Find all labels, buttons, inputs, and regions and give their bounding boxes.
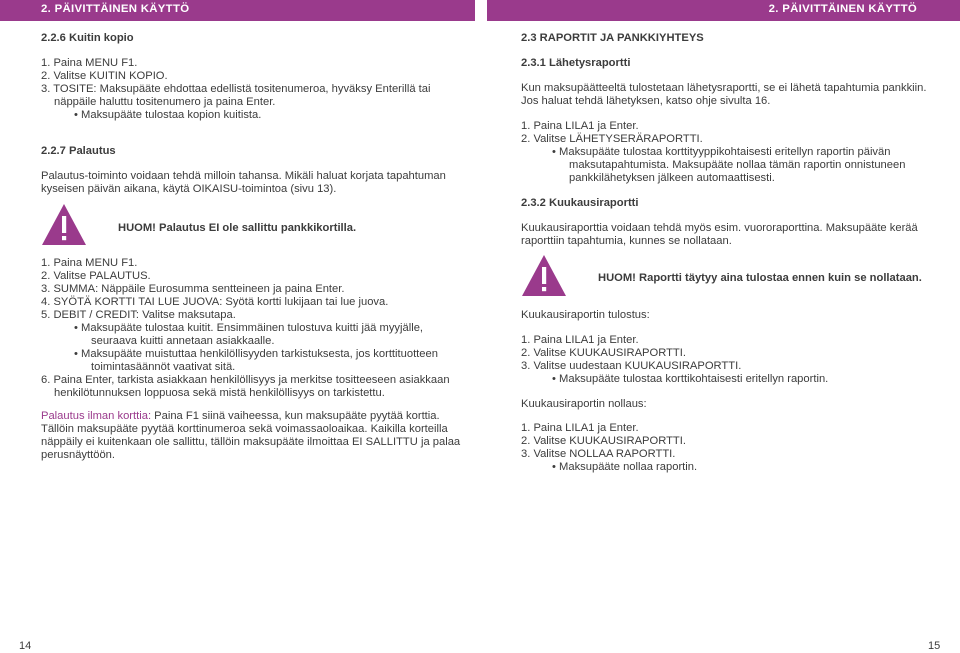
palautus-intro-line: Palautus-toiminto voidaan tehdä milloin tahansa. Mikäli haluat korjata tapahtuman: [41, 170, 446, 182]
note-label: Palautus ilman korttia:: [41, 410, 152, 422]
print-subheading: Kuukausiraportin tulostus:: [521, 309, 650, 321]
list-item: 1. Paina LILA1 ja Enter.: [521, 422, 639, 434]
bullet-item-continued: maksutapahtumista. Maksupääte nollaa tämän raportin onnistuneen: [569, 159, 906, 171]
warning-triangle-icon: [521, 254, 567, 297]
page-number-left: 14: [19, 640, 32, 652]
list-item: 5. DEBIT / CREDIT: Valitse maksutapa.: [41, 309, 236, 321]
page-number-right: 15: [928, 640, 941, 652]
bullet-item: • Maksupääte tulostaa kuitit. Ensimmäinen tulostuva kuitti jää myyjälle,: [74, 322, 424, 334]
right-page-header: [487, 0, 960, 21]
palautus-warning: HUOM! Palautus EI ole sallittu pankkikortilla.: [118, 222, 357, 234]
list-item: 3. TOSITE: Maksupääte ehdottaa edellistä tositenumeroa, hyväksy Enterillä tai: [41, 83, 431, 95]
list-item: 3. Valitse NOLLAA RAPORTTI.: [521, 448, 676, 460]
kuukausiraportti-warning: HUOM! Raportti täytyy aina tulostaa ennen kuin se nollataan.: [598, 272, 922, 284]
note-line: Tällöin maksupääte pyytää korttinumeroa sekä voimassaoloaikaa. Kaikilla korteilla: [41, 423, 448, 435]
list-item: 2. Valitse PALAUTUS.: [41, 270, 151, 282]
warning-triangle-icon: [41, 203, 87, 246]
list-item: 1. Paina LILA1 ja Enter.: [521, 334, 639, 346]
list-item: 1. Paina MENU F1.: [41, 257, 138, 269]
list-item: 2. Valitse LÄHETYSERÄRAPORTTI.: [521, 133, 703, 145]
bullet-item: • Maksupääte tulostaa kopion kuitista.: [74, 109, 262, 121]
list-item: 1. Paina MENU F1.: [41, 57, 138, 69]
kuukausiraportti-intro-line: raporttiin tapahtumia, kunnes se nollataan.: [521, 235, 732, 247]
note-line: näppäily ei kuitenkaan ole sallittu, tällöin maksupääte ilmoittaa EI SALLITTU ja palaa: [41, 436, 461, 448]
bullet-item: • Maksupääte nollaa raportin.: [552, 461, 698, 473]
palautus-intro-line: kyseisen päivän aikana, käytä OIKAISU-toimintoa (sivu 13).: [41, 183, 337, 195]
list-item: 6. Paina Enter, tarkista asiakkaan henkilöllisyys ja merkitse tositteeseen asiakkaan: [41, 374, 450, 386]
kuitin-kopio-heading: 2.2.6 Kuitin kopio: [41, 32, 134, 44]
note-text: Paina F1 siinä vaiheessa, kun maksupääte pyytää korttia.: [151, 410, 440, 422]
list-item: 3. Valitse uudestaan KUUKAUSIRAPORTTI.: [521, 360, 742, 372]
palautus-heading: 2.2.7 Palautus: [41, 145, 116, 157]
lahetysraportti-intro-line: Kun maksupäätteeltä tulostetaan lähetysraportti, se ei lähetä tapahtumia pankkiin.: [521, 82, 927, 94]
bullet-item-continued: seuraava kuitti annetaan asiakkaalle.: [91, 335, 275, 347]
left-header-title: 2. PÄIVITTÄINEN KÄYTTÖ: [41, 3, 190, 15]
bullet-item-continued: pankkilähetyksen jälkeen automaattisesti.: [569, 172, 775, 184]
list-item: 2. Valitse KUITIN KOPIO.: [41, 70, 168, 82]
list-item-continued: näppäile haluttu tositenumero ja paina Enter.: [54, 96, 276, 108]
list-item: 1. Paina LILA1 ja Enter.: [521, 120, 639, 132]
list-item: 3. SUMMA: Näppäile Eurosumma sentteineen ja paina Enter.: [41, 283, 345, 295]
note-line: perusnäyttöön.: [41, 449, 116, 461]
bullet-item-continued: toimintasäännöt vaativat sitä.: [91, 361, 236, 373]
palautus-note: [41, 410, 440, 423]
bullet-item: • Maksupääte tulostaa korttityyppikohtaisesti eritellyn raportin päivän: [552, 146, 891, 158]
lahetysraportti-intro-line: Jos haluat tehdä lähetyksen, katso ohje sivulta 16.: [521, 95, 771, 107]
reset-subheading: Kuukausiraportin nollaus:: [521, 398, 647, 410]
bullet-item: • Maksupääte muistuttaa henkilöllisyyden tarkistuksesta, jos korttituotteen: [74, 348, 438, 360]
bullet-item: • Maksupääte tulostaa korttikohtaisesti eritellyn raportin.: [552, 373, 829, 385]
raportit-section-heading: 2.3 RAPORTIT JA PANKKIYHTEYS: [521, 32, 704, 44]
lahetysraportti-heading: 2.3.1 Lähetysraportti: [521, 57, 631, 69]
list-item-continued: henkilötunnuksen loppuosa sekä mistä henkilöllisyys on tarkistettu.: [54, 387, 385, 399]
kuukausiraportti-heading: 2.3.2 Kuukausiraportti: [521, 197, 639, 209]
right-header-title: 2. PÄIVITTÄINEN KÄYTTÖ: [768, 3, 917, 15]
list-item: 2. Valitse KUUKAUSIRAPORTTI.: [521, 435, 686, 447]
kuukausiraportti-intro-line: Kuukausiraporttia voidaan tehdä myös esim. vuororaporttina. Maksupääte kerää: [521, 222, 918, 234]
left-page-header: [0, 0, 475, 21]
list-item: 2. Valitse KUUKAUSIRAPORTTI.: [521, 347, 686, 359]
list-item: 4. SYÖTÄ KORTTI TAI LUE JUOVA: Syötä kortti lukijaan tai lue juova.: [41, 296, 389, 308]
